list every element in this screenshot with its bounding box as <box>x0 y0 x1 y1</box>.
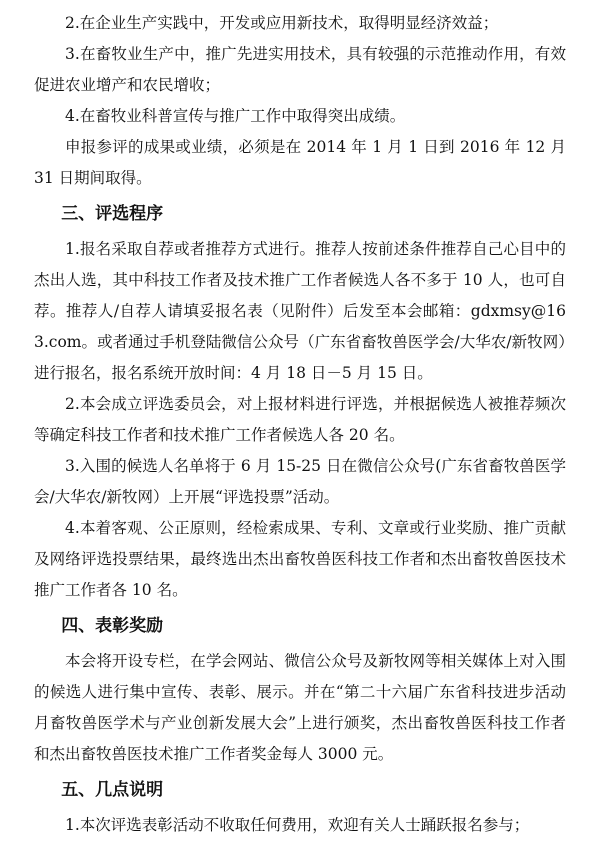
awards-paragraph: 本会将开设专栏，在学会网站、微信公众号及新牧网等相关媒体上对入围的候选人进行集中宣传、表彰、展示。并在“第二十六届广东省科技进步活动月畜牧兽医学术与产业创新发展大会”上进行颁奖，杰出畜牧兽医科技工作者和杰出畜牧兽医技术推广工作者奖金每人 3000 元。 <box>34 652 566 763</box>
eligibility-period-note: 申报参评的成果或业绩，必须是在 2014 年 1 月 1 日到 2016 年 12 月 31 日期间取得。 <box>34 138 566 187</box>
procedure-item-3: 3.入围的候选人名单将于 6 月 15-25 日在微信公众号(广东省畜牧兽医学会/大华农/新牧网）上开展“评选投票”活动。 <box>34 457 566 506</box>
procedure-item-2: 2.本会成立评选委员会，对上报材料进行评选，并根据候选人被推荐频次等确定科技工作者和技术推广工作者候选人各 20 名。 <box>34 395 566 444</box>
criteria-item-3: 3.在畜牧业生产中，推广先进实用技术，具有较强的示范推动作用，有效促进农业增产和农民增收； <box>34 45 566 94</box>
procedure-item-4: 4.本着客观、公正原则，经检索成果、专利、文章或行业奖励、推广贡献及网络评选投票结果，最终选出杰出畜牧兽医科技工作者和杰出畜牧兽医技术推广工作者各 10 名。 <box>34 519 566 599</box>
notes-item-1: 1.本次评选表彰活动不收取任何费用，欢迎有关人士踊跃报名参与； <box>65 816 530 834</box>
procedure-item-1: 1.报名采取自荐或者推荐方式进行。推荐人按前述条件推荐自己心目中的杰出人选，其中科技工作者及技术推广工作者候选人各不多于 10 人，也可自荐。推荐人/自荐人请填妥报名表（见附件）后发至本会邮箱：gdxmsy@163.com。或者通过手机登陆微信公众号（广东省畜牧兽医学会/大华农/新牧网）进行报名，报名系统开放时间：4 月 18 日－5 月 15 日。 <box>34 240 566 382</box>
section-heading-awards: 四、表彰奖励 <box>61 616 164 636</box>
section-heading-procedure: 三、评选程序 <box>61 204 164 224</box>
criteria-item-2: 2.在企业生产实践中，开发或应用新技术，取得明显经济效益； <box>65 14 499 32</box>
section-heading-notes: 五、几点说明 <box>61 780 164 800</box>
criteria-item-4: 4.在畜牧业科普宣传与推广工作中取得突出成绩。 <box>65 107 406 125</box>
